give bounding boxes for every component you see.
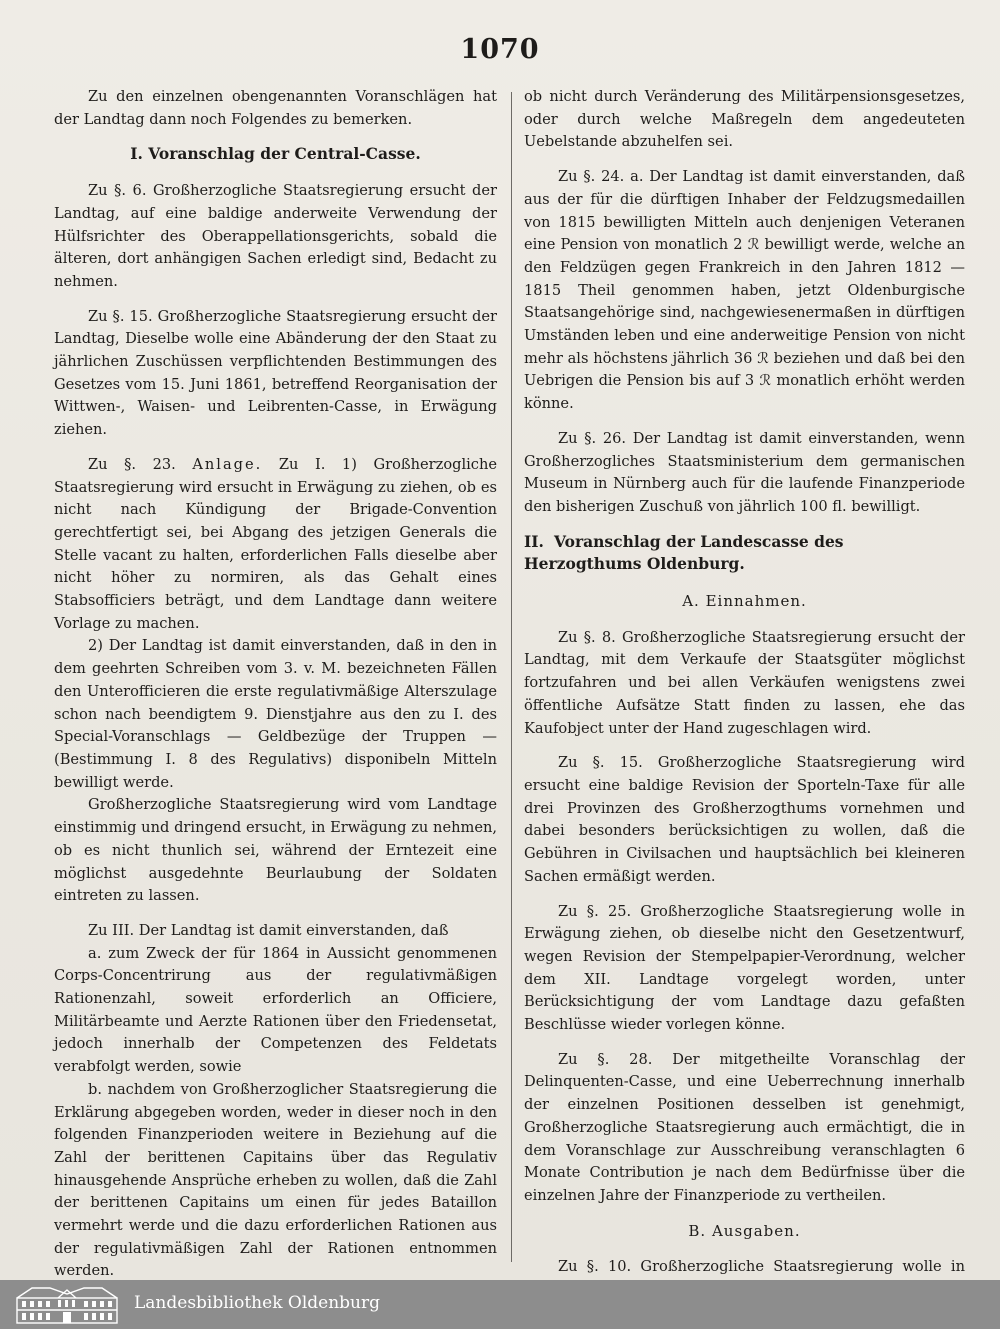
s23-anlage: Anlage. (192, 455, 263, 473)
paragraph-s3-b: b. nachdem von Großherzoglicher Staatsregierung die Erklärung abgegeben worden, weder in dieser noch in den folgenden Finanzperioden weitere in Beziehung auf die Zahl der berittenen Capitains über das Regulativ hinausgehende Ansprüche erheben zu wollen, daß die Zahl der berittenen Capitains um einen für jedes Bataillon vermehrt werde und die dazu erforderlichen Rationen aus der regulativmäßigen Zahl der Rationen entnommen werden. (54, 1080, 497, 1280)
library-footer-bar (0, 1280, 1000, 1329)
paragraph-s23-2: 2) Der Landtag ist damit einverstanden, daß in den in dem geehrten Schreiben vom 3. v. M. bezeichneten Fällen den Unterofficieren die erste regulativmäßige Alterszulage schon nach beendigtem 9. Dienstjahre aus den zu I. des Special-Voranschlags — Geldbezüge der Truppen — (Bestimmung I. 8 des Regulativs) disponibeln Mitteln bewilligt werde. (54, 637, 497, 791)
paragraph-s23 (54, 454, 497, 636)
left-column (54, 86, 497, 1280)
paragraph-s10: Zu §. 10. Großherzogliche Staatsregierung wolle in (558, 1258, 965, 1276)
paragraph-s15: Zu §. 15. Großherzogliche Staatsregierung ersucht der Landtag, Dieselbe wolle eine Abänderung der den Staat zu jährlichen Zuschüssen verpflichtenden Bestimmungen des Gesetzes vom 15. Juni 1861, betreffend Reorganisation der Wittwen-, Waisen- und Leibrenten-Casse, in Erwägung ziehen. (54, 307, 497, 439)
paragraph-s15-b: Zu §. 15. Großherzogliche Staatsregierung wird ersucht eine baldige Revision der Sporteln-Taxe für alle drei Provinzen des Großherzogthums vornehmen und dabei besonders berücksichtigen zu wollen, daß die Gebühren in Civilsachen und hauptsächlich bei kleineren Sachen ermäßigt werden. (524, 754, 965, 885)
paragraph-s3: Zu III. Der Landtag ist damit einverstanden, daß (88, 921, 449, 939)
paragraph-s26: Zu §. 26. Der Landtag ist damit einverstanden, wenn Großherzogliches Staatsministerium dem germanischen Museum in Nürnberg auch für die laufende Finanzperiode den bisherigen Zuschuß von jährlich 100 fl. bewilligt. (524, 429, 965, 515)
subsection-ausgaben: B. Ausgaben. (688, 1221, 801, 1240)
paragraph-s8: Zu §. 8. Großherzogliche Staatsregierung ersucht der Landtag, mit dem Verkaufe der Staatsgüter möglichst fortzufahren und bei allen Verkäufen wenigstens zwei öffentliche Aufsätze Statt finden zu lassen, ehe das Kaufobject unter der Hand zugeschlagen wird. (524, 628, 965, 737)
s23-rest: Zu I. 1) Großherzogliche Staatsregierung wird ersucht in Erwägung zu ziehen, ob es nicht nach Kündigung der Brigade-Convention gerechtfertigt sei, bei Abgang des jetzigen Generals die Stelle vacant zu halten, erforderlichen Falls dieselbe aber nicht höher zu normiren, als das Gehalt eines Stabsofficiers beträgt, und dem Landtage dann weitere Vorlage zu machen. (54, 455, 497, 632)
paragraph-s6: Zu §. 6. Großherzogliche Staatsregierung ersucht der Landtag, auf eine baldige anderweite Verwendung der Hülfsrichter des Oberappellationsgerichts, sobald die älteren, dort anhängigen Sachen erledigt sind, Bedacht zu nehmen. (54, 182, 497, 290)
section-heading-landescasse (524, 531, 965, 576)
paragraph-s24a: Zu §. 24. a. Der Landtag ist damit einverstanden, daß aus der für die dürftigen Inhaber der Feldzugsmedaillen von 1815 bewilligten Mitteln auch denjenigen Veteranen eine Pension von monatlich 2 ℛ bewilligt werde, welche an den Feldzügen gegen Frankreich in den Jahren 1812 — 1815 Theil genommen haben, jetzt Oldenburgische Staatsangehörige sind, nachgewiesenermaßen in dürftigen Umständen leben und eine anderweitige Pension von nicht mehr als höchstens jährlich 36 ℛ beziehen und daß bei den Uebrigen die Pension bis auf 3 ℛ monatlich erhöht werden könne. (524, 168, 965, 413)
section2-title: Voranschlag der Landescasse des Herzogthums Oldenburg. (524, 531, 844, 574)
right-column (524, 86, 965, 1280)
section-heading-central-casse: I. Voranschlag der Central-Casse. (130, 144, 421, 164)
library-building-icon (14, 1284, 120, 1325)
library-name: Landesbibliothek Oldenburg (134, 1293, 381, 1313)
page-number: 1070 (460, 34, 540, 65)
paragraph-s3-a: a. zum Zweck der für 1864 in Aussicht genommenen Corps-Concentrirung aus der regulativmäßigen Rationenzahl, soweit erforderlich an Officiere, Militärbeamte und Aerzte Rationen über den Friedensetat, jedoch innerhalb der Competenzen des Feldetats verabfolgt werden, sowie (54, 944, 497, 1076)
s23-lead: Zu §. 23. (88, 455, 176, 473)
continuation-paragraph: ob nicht durch Veränderung des Militärpensionsgesetzes, oder durch welche Maßregeln dem angedeuteten Uebelstande abzuhelfen sei. (524, 88, 965, 151)
intro-paragraph: Zu den einzelnen obengenannten Voranschlägen hat der Landtag dann noch Folgendes zu bemerken. (54, 88, 497, 128)
paragraph-s23-3: Großherzogliche Staatsregierung wird vom Landtage einstimmig und dringend ersucht, in Erwägung zu nehmen, ob es nicht thunlich sei, während der Erntezeit eine möglichst ausgedehnte Beurlaubung der Soldaten eintreten zu lassen. (54, 796, 497, 905)
column-divider (511, 92, 512, 1262)
section2-number: II. (524, 531, 544, 551)
paragraph-s28: Zu §. 28. Der mitgetheilte Voranschlag der Delinquenten-Casse, und eine Ueberrechnung innerhalb der einzelnen Positionen desselben ist genehmigt, Großherzogliche Staatsregierung auch ermächtigt, die in dem Voranschlage zur Ausschreibung veranschlagten 6 Monate Contribution je nach dem Bedürfnisse über die einzelnen Jahre der Finanzperiode zu vertheilen. (524, 1050, 965, 1204)
subsection-einnahmen: A. Einnahmen. (682, 592, 807, 611)
paragraph-s25: Zu §. 25. Großherzogliche Staatsregierung wolle in Erwägung ziehen, ob dieselbe nicht den Gesetzentwurf, wegen Revision der Stempelpapier-Verordnung, welcher dem XII. Landtage vorgelegt worden, unter Berücksichtigung der vom Landtage dazu gefaßten Beschlüsse wieder vorlegen könne. (524, 902, 965, 1034)
